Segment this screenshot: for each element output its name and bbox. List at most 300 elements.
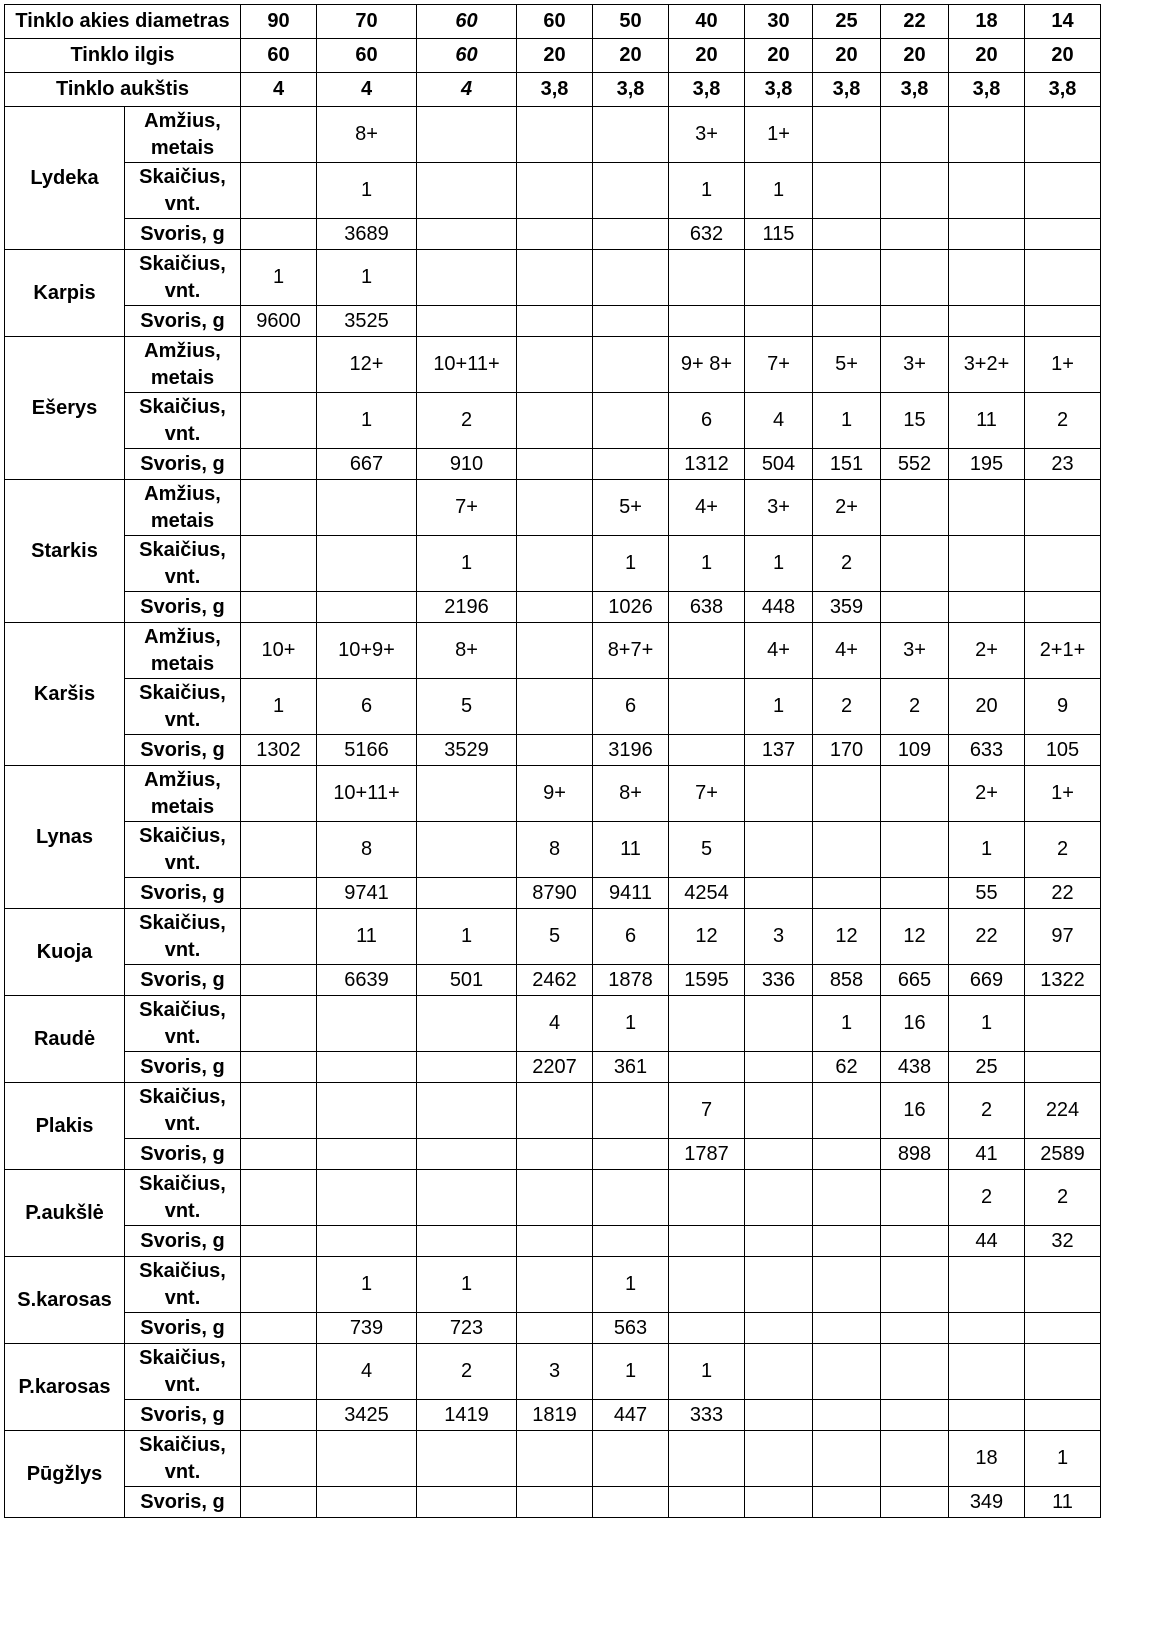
data-cell: 8 (517, 822, 593, 878)
row-label: Svoris, g (125, 1052, 241, 1083)
data-cell: 1+ (1025, 337, 1101, 393)
header-row (5, 73, 1101, 107)
header-value: 14 (1025, 5, 1101, 39)
data-cell: 3425 (317, 1400, 417, 1431)
data-cell (517, 163, 593, 219)
data-cell (949, 163, 1025, 219)
data-cell (517, 219, 593, 250)
table-row (5, 1226, 1101, 1257)
data-cell: 8+ (317, 107, 417, 163)
data-cell: 97 (1025, 909, 1101, 965)
data-cell: 22 (949, 909, 1025, 965)
header-value: 60 (241, 39, 317, 73)
data-cell (241, 592, 317, 623)
header-value: 3,8 (813, 73, 881, 107)
data-cell (881, 107, 949, 163)
data-cell (881, 163, 949, 219)
data-cell: 22 (1025, 878, 1101, 909)
data-cell (949, 306, 1025, 337)
data-cell (241, 1257, 317, 1313)
data-cell: 11 (949, 393, 1025, 449)
data-cell: 10+9+ (317, 623, 417, 679)
header-value: 60 (317, 39, 417, 73)
data-cell (745, 996, 813, 1052)
data-cell (745, 1257, 813, 1313)
header-value: 60 (517, 5, 593, 39)
data-cell: 224 (1025, 1083, 1101, 1139)
data-cell: 16 (881, 1083, 949, 1139)
data-cell: 2+ (813, 480, 881, 536)
data-cell (417, 107, 517, 163)
data-cell (593, 1170, 669, 1226)
data-cell (669, 1431, 745, 1487)
data-cell: 25 (949, 1052, 1025, 1083)
data-cell: 739 (317, 1313, 417, 1344)
data-cell: 9600 (241, 306, 317, 337)
data-cell: 1 (669, 1344, 745, 1400)
data-cell: 1 (949, 822, 1025, 878)
data-cell: 55 (949, 878, 1025, 909)
data-cell (949, 219, 1025, 250)
data-cell: 5166 (317, 735, 417, 766)
data-cell (881, 306, 949, 337)
data-cell (593, 449, 669, 480)
table-row (5, 1083, 1101, 1139)
data-cell (317, 1226, 417, 1257)
header-value: 4 (317, 73, 417, 107)
data-cell: 5+ (813, 337, 881, 393)
header-value: 60 (417, 5, 517, 39)
data-cell: 151 (813, 449, 881, 480)
data-cell: 2+ (949, 623, 1025, 679)
data-cell (317, 1052, 417, 1083)
data-cell (241, 1052, 317, 1083)
species-name: Pūgžlys (5, 1431, 125, 1518)
data-cell (241, 337, 317, 393)
data-cell (1025, 592, 1101, 623)
species-name: Karšis (5, 623, 125, 766)
data-cell: 8 (317, 822, 417, 878)
row-label: Amžius, metais (125, 766, 241, 822)
data-cell: 12 (813, 909, 881, 965)
table-row (5, 822, 1101, 878)
data-cell (813, 1170, 881, 1226)
data-cell (949, 250, 1025, 306)
data-cell (881, 878, 949, 909)
data-cell: 5 (417, 679, 517, 735)
data-cell (241, 1400, 317, 1431)
header-value: 4 (417, 73, 517, 107)
data-cell: 9+ (517, 766, 593, 822)
data-cell: 2 (813, 679, 881, 735)
data-cell: 4 (517, 996, 593, 1052)
data-cell: 1+ (745, 107, 813, 163)
data-cell (745, 1226, 813, 1257)
data-cell: 3+ (881, 623, 949, 679)
data-cell (417, 1487, 517, 1518)
data-cell (745, 1400, 813, 1431)
data-cell (745, 1431, 813, 1487)
data-cell (593, 1226, 669, 1257)
data-cell (813, 163, 881, 219)
data-cell: 1 (317, 250, 417, 306)
data-cell (417, 1170, 517, 1226)
data-cell: 9 (1025, 679, 1101, 735)
header-label: Tinklo ilgis (5, 39, 241, 73)
data-cell (745, 1052, 813, 1083)
data-cell: 1+ (1025, 766, 1101, 822)
row-label: Svoris, g (125, 735, 241, 766)
data-cell: 12+ (317, 337, 417, 393)
data-cell (317, 536, 417, 592)
row-label: Skaičius, vnt. (125, 822, 241, 878)
header-row (5, 5, 1101, 39)
data-cell (745, 250, 813, 306)
row-label: Skaičius, vnt. (125, 1257, 241, 1313)
data-cell (949, 480, 1025, 536)
data-cell (317, 1487, 417, 1518)
species-name: Starkis (5, 480, 125, 623)
data-cell (241, 1344, 317, 1400)
data-cell: 1 (593, 1344, 669, 1400)
data-cell (745, 1344, 813, 1400)
data-cell (1025, 480, 1101, 536)
row-label: Skaičius, vnt. (125, 1344, 241, 1400)
data-cell: 898 (881, 1139, 949, 1170)
species-name: Lydeka (5, 107, 125, 250)
table-row (5, 219, 1101, 250)
data-cell: 32 (1025, 1226, 1101, 1257)
data-cell (593, 1431, 669, 1487)
data-cell (745, 1170, 813, 1226)
data-cell: 1819 (517, 1400, 593, 1431)
data-cell (813, 219, 881, 250)
data-cell: 448 (745, 592, 813, 623)
data-cell: 12 (669, 909, 745, 965)
data-cell: 4+ (669, 480, 745, 536)
data-cell: 633 (949, 735, 1025, 766)
data-cell: 3 (745, 909, 813, 965)
data-cell (669, 1226, 745, 1257)
data-cell: 1 (813, 393, 881, 449)
row-label: Svoris, g (125, 878, 241, 909)
data-cell (1025, 306, 1101, 337)
header-value: 3,8 (745, 73, 813, 107)
data-cell: 1 (317, 1257, 417, 1313)
data-cell (417, 163, 517, 219)
data-cell (593, 1487, 669, 1518)
data-cell: 2 (813, 536, 881, 592)
data-cell (517, 1431, 593, 1487)
data-cell (745, 306, 813, 337)
data-cell: 11 (1025, 1487, 1101, 1518)
data-cell: 1 (669, 536, 745, 592)
data-cell (517, 735, 593, 766)
data-cell: 1302 (241, 735, 317, 766)
data-cell (417, 822, 517, 878)
data-cell (813, 1139, 881, 1170)
header-label: Tinklo akies diametras (5, 5, 241, 39)
row-label: Amžius, metais (125, 480, 241, 536)
data-cell (241, 909, 317, 965)
data-cell: 1 (417, 536, 517, 592)
data-cell (517, 250, 593, 306)
data-cell: 1 (317, 163, 417, 219)
data-cell (669, 1313, 745, 1344)
header-value: 20 (593, 39, 669, 73)
data-cell (813, 1257, 881, 1313)
row-label: Skaičius, vnt. (125, 1431, 241, 1487)
data-cell (813, 822, 881, 878)
data-cell: 16 (881, 996, 949, 1052)
data-cell (317, 1083, 417, 1139)
data-cell: 501 (417, 965, 517, 996)
data-cell (517, 592, 593, 623)
header-value: 50 (593, 5, 669, 39)
data-cell (949, 1313, 1025, 1344)
data-cell (949, 592, 1025, 623)
data-cell: 667 (317, 449, 417, 480)
species-name: Kuoja (5, 909, 125, 996)
data-cell: 9+ 8+ (669, 337, 745, 393)
data-cell: 115 (745, 219, 813, 250)
data-cell (241, 1139, 317, 1170)
data-cell (317, 1431, 417, 1487)
data-cell (517, 1083, 593, 1139)
row-label: Skaičius, vnt. (125, 250, 241, 306)
data-cell (1025, 1400, 1101, 1431)
data-cell: 1 (949, 996, 1025, 1052)
data-cell: 4+ (813, 623, 881, 679)
row-label: Amžius, metais (125, 623, 241, 679)
data-cell (881, 536, 949, 592)
data-cell (669, 1170, 745, 1226)
data-cell (593, 219, 669, 250)
data-cell: 552 (881, 449, 949, 480)
header-label: Tinklo aukštis (5, 73, 241, 107)
data-cell: 10+ (241, 623, 317, 679)
data-cell: 170 (813, 735, 881, 766)
data-cell: 109 (881, 735, 949, 766)
data-cell (241, 163, 317, 219)
data-cell: 1787 (669, 1139, 745, 1170)
data-cell: 2 (949, 1170, 1025, 1226)
table-row (5, 996, 1101, 1052)
table-row (5, 1313, 1101, 1344)
data-cell (517, 337, 593, 393)
data-cell: 1322 (1025, 965, 1101, 996)
data-cell: 349 (949, 1487, 1025, 1518)
data-cell: 1 (417, 909, 517, 965)
data-cell (881, 1487, 949, 1518)
header-value: 90 (241, 5, 317, 39)
row-label: Svoris, g (125, 1400, 241, 1431)
data-cell (881, 1226, 949, 1257)
data-cell (417, 878, 517, 909)
data-cell: 1 (417, 1257, 517, 1313)
data-cell: 6 (669, 393, 745, 449)
data-cell (813, 250, 881, 306)
data-cell: 7+ (417, 480, 517, 536)
data-cell: 3+ (881, 337, 949, 393)
data-cell: 10+11+ (417, 337, 517, 393)
data-cell: 11 (317, 909, 417, 965)
data-cell (417, 1431, 517, 1487)
data-cell (241, 480, 317, 536)
header-value: 20 (881, 39, 949, 73)
data-cell: 44 (949, 1226, 1025, 1257)
data-cell (517, 679, 593, 735)
data-cell: 2+1+ (1025, 623, 1101, 679)
data-cell: 2 (881, 679, 949, 735)
data-cell (881, 1313, 949, 1344)
data-cell (949, 536, 1025, 592)
data-cell (241, 393, 317, 449)
data-cell (1025, 250, 1101, 306)
data-cell: 447 (593, 1400, 669, 1431)
data-cell: 632 (669, 219, 745, 250)
data-cell: 4254 (669, 878, 745, 909)
data-cell (813, 306, 881, 337)
data-cell: 2196 (417, 592, 517, 623)
data-cell: 1878 (593, 965, 669, 996)
data-cell: 1595 (669, 965, 745, 996)
data-cell (241, 822, 317, 878)
data-cell: 858 (813, 965, 881, 996)
data-cell: 6 (593, 909, 669, 965)
table-row (5, 1344, 1101, 1400)
data-cell (417, 219, 517, 250)
data-cell (417, 1083, 517, 1139)
table-row (5, 306, 1101, 337)
row-label: Svoris, g (125, 449, 241, 480)
data-cell (593, 306, 669, 337)
data-cell (1025, 1257, 1101, 1313)
data-cell (881, 1170, 949, 1226)
row-label: Svoris, g (125, 1487, 241, 1518)
table-row (5, 735, 1101, 766)
data-cell: 7+ (745, 337, 813, 393)
data-cell (241, 219, 317, 250)
row-label: Skaičius, vnt. (125, 1170, 241, 1226)
row-label: Svoris, g (125, 1139, 241, 1170)
data-cell (593, 163, 669, 219)
data-cell (517, 393, 593, 449)
data-cell (949, 107, 1025, 163)
data-cell (1025, 1052, 1101, 1083)
data-cell (745, 1487, 813, 1518)
data-cell: 665 (881, 965, 949, 996)
data-cell: 18 (949, 1431, 1025, 1487)
data-cell: 8790 (517, 878, 593, 909)
data-cell (593, 107, 669, 163)
data-cell (241, 107, 317, 163)
table-row (5, 536, 1101, 592)
data-cell (669, 735, 745, 766)
data-cell (669, 1052, 745, 1083)
data-cell: 3689 (317, 219, 417, 250)
data-cell: 2462 (517, 965, 593, 996)
data-cell (949, 1400, 1025, 1431)
data-cell: 1 (669, 163, 745, 219)
header-value: 40 (669, 5, 745, 39)
data-cell (241, 878, 317, 909)
data-cell (1025, 996, 1101, 1052)
header-value: 3,8 (593, 73, 669, 107)
header-value: 3,8 (1025, 73, 1101, 107)
data-cell (813, 1313, 881, 1344)
row-label: Skaičius, vnt. (125, 909, 241, 965)
data-cell: 8+ (417, 623, 517, 679)
table-row (5, 878, 1101, 909)
table-row (5, 592, 1101, 623)
table-row (5, 1400, 1101, 1431)
data-cell: 1 (317, 393, 417, 449)
data-cell (881, 219, 949, 250)
data-cell (317, 1170, 417, 1226)
data-cell: 1 (593, 996, 669, 1052)
species-name: Karpis (5, 250, 125, 337)
data-cell (241, 766, 317, 822)
data-cell (241, 1226, 317, 1257)
data-cell: 12 (881, 909, 949, 965)
data-cell (669, 306, 745, 337)
data-cell (669, 623, 745, 679)
data-cell (417, 1226, 517, 1257)
data-cell: 8+7+ (593, 623, 669, 679)
row-label: Skaičius, vnt. (125, 393, 241, 449)
data-cell: 5 (669, 822, 745, 878)
data-cell (669, 250, 745, 306)
data-cell (745, 822, 813, 878)
data-cell: 359 (813, 592, 881, 623)
data-cell (745, 1139, 813, 1170)
table-row (5, 1431, 1101, 1487)
row-label: Skaičius, vnt. (125, 679, 241, 735)
data-cell (241, 1170, 317, 1226)
data-cell (1025, 219, 1101, 250)
data-cell (241, 449, 317, 480)
data-cell (517, 1139, 593, 1170)
data-cell (517, 623, 593, 679)
data-cell (241, 1083, 317, 1139)
data-cell (517, 480, 593, 536)
table-row (5, 1052, 1101, 1083)
data-cell: 62 (813, 1052, 881, 1083)
data-cell (417, 250, 517, 306)
data-cell (813, 1083, 881, 1139)
header-value: 20 (745, 39, 813, 73)
data-cell: 3+ (669, 107, 745, 163)
data-cell (813, 1487, 881, 1518)
data-cell (881, 250, 949, 306)
data-cell (593, 1139, 669, 1170)
data-cell: 563 (593, 1313, 669, 1344)
data-cell: 361 (593, 1052, 669, 1083)
data-cell (745, 1083, 813, 1139)
table-row (5, 909, 1101, 965)
data-cell (881, 822, 949, 878)
header-value: 4 (241, 73, 317, 107)
data-cell (881, 1400, 949, 1431)
table-row (5, 1170, 1101, 1226)
data-cell (881, 1344, 949, 1400)
table-row (5, 1139, 1101, 1170)
table-row (5, 337, 1101, 393)
data-cell (593, 337, 669, 393)
data-cell: 1 (1025, 1431, 1101, 1487)
table-row (5, 393, 1101, 449)
